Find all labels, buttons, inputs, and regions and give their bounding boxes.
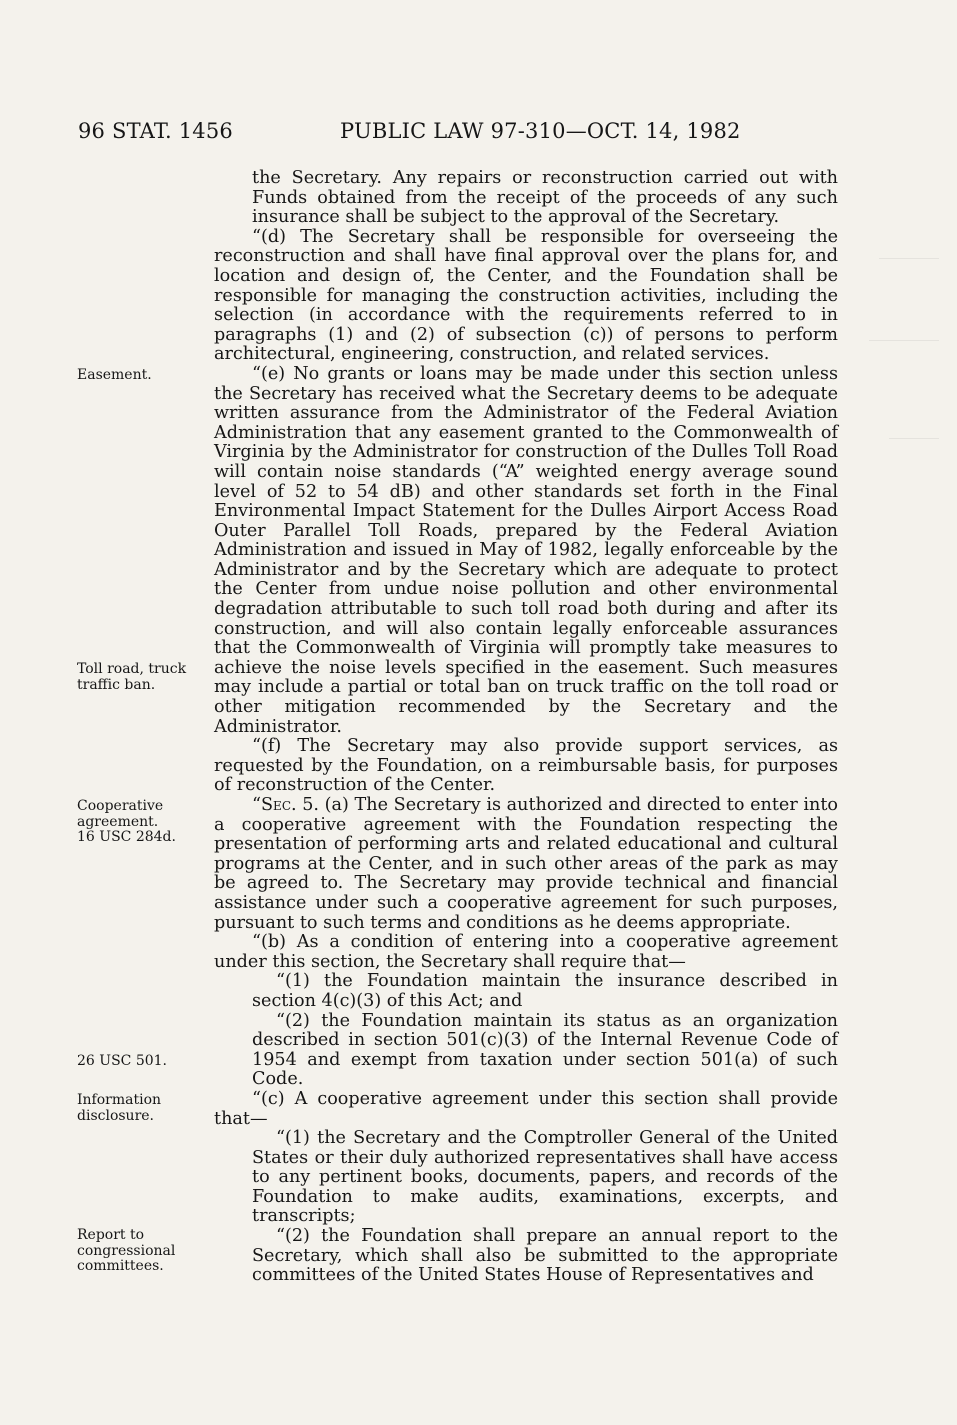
margin-note-cooperative-citation: 16 USC 284d. [77,829,176,845]
margin-note-cooperative [77,799,202,846]
paragraph-subsection-c: “(c) A cooperative agreement under this section shall provide that— [214,1088,838,1129]
paragraph-b-1: “(1) the Foundation maintain the insurance described in section 4(c)(3) of this Act; and [252,971,838,1011]
paragraph-subsection-b: “(b) As a condition of entering into a cooperative agreement under this section, the Secretary shall require that— [214,932,838,972]
margin-note-cooperative-label: Cooperative agreement. [77,798,164,830]
paragraph-c-1: “(1) the Secretary and the Comptroller General of the United States or their duly authorized representatives shall have access to any pertinent books, documents, papers, and records of the Foundation to make audits, examinations, excerpts, and transcripts; [252,1128,838,1227]
paragraph-subsection-f: “(f) The Secretary may also provide support services, as requested by the Foundation, on a reimbursable basis, for purposes of reconstruction of the Center. [214,736,838,796]
margin-note-usc-501: 26 USC 501. [77,1053,167,1069]
statute-text [214,169,838,1286]
paragraph-section-5-a [214,796,838,933]
section-5-text: . 5. (a) The Secretary is authorized and directed to enter into a cooperative agreement with the Foundation respecting the presentation of performing arts and related educational and cultural programs at the Center, and in such other areas of the park as may be agreed to. The Secretary may provide technical and financial assistance under such a cooperative agreement for such purposes, pursuant to such terms and conditions as he deems appropriate. [214,795,838,933]
margin-note-information: Information disclosure. [77,1092,162,1124]
margin-note-report: Report to congressional committees. [77,1227,176,1274]
paragraph-subsection-e: “(e) No grants or loans may be made under this section unless the Secretary has received what the Secretary deems to be adequate written assurance from the Administrator of the Federal Aviation Administration that any easement granted to the Commonwealth of Virginia by the Administrator for construction of the Dulles Toll Road will contain noise standards (“A” weighted energy average sound level of 52 to 54 dB) and other standards set forth in the Final Environmental Impact Statement for the Dulles Airport Access Road Outer Parallel Toll Roads, prepared by the Federal Aviation Administration and issued in May of 1982, legally enforceable by the Administrator and by the Secretary which are adequate to protect the Center from undue noise pollution and other environmental degradation attributable to such toll road both during and after its construction, and will also contain legally enforceable assurances that the Commonwealth of Virginia will promptly take measures to achieve the noise levels specified in the easement. Such measures may include a partial or total ban on truck traffic on the toll road or other mitigation recommended by the Secretary and the Administrator. [214,363,838,737]
bleed-through-mark [889,438,939,465]
open-quote: “ [252,795,261,815]
bleed-through-mark [879,258,939,285]
section-label: Sec [261,795,291,815]
margin-note-toll-road: Toll road, truck traffic ban. [77,661,187,693]
paragraph-b-2: “(2) the Foundation maintain its status as an organization described in section 501(c)(3) of the Internal Revenue Code of 1954 and exempt from taxation under section 501(a) of such Code. [252,1010,838,1090]
paragraph-c-2: “(2) the Foundation shall prepare an annual report to the Secretary, which shall also be submitted to the appropriate committees of the United States House of Representatives and [252,1226,838,1286]
stat-page-reference: 96 STAT. 1456 [78,119,233,143]
page-title: PUBLIC LAW 97-310—OCT. 14, 1982 [340,119,741,143]
margin-note-easement: Easement. [77,367,152,383]
paragraph-subsection-d: “(d) The Secretary shall be responsible for overseeing the reconstruction and shall have final approval over the plans for, and location and design of, the Center, and the Foundation shall be responsible for managing the construction activities, including the selection (in accordance with the requirements referred to in paragraphs (1) and (2) of subsection (c)) of persons to perform architectural, engineering, construction, and related services. [214,226,838,365]
paragraph-continuation: the Secretary. Any repairs or reconstruction carried out with Funds obtained from the receipt of the proceeds of any such insurance shall be subject to the approval of the Secretary. [252,168,838,228]
bleed-through-mark [869,340,939,367]
